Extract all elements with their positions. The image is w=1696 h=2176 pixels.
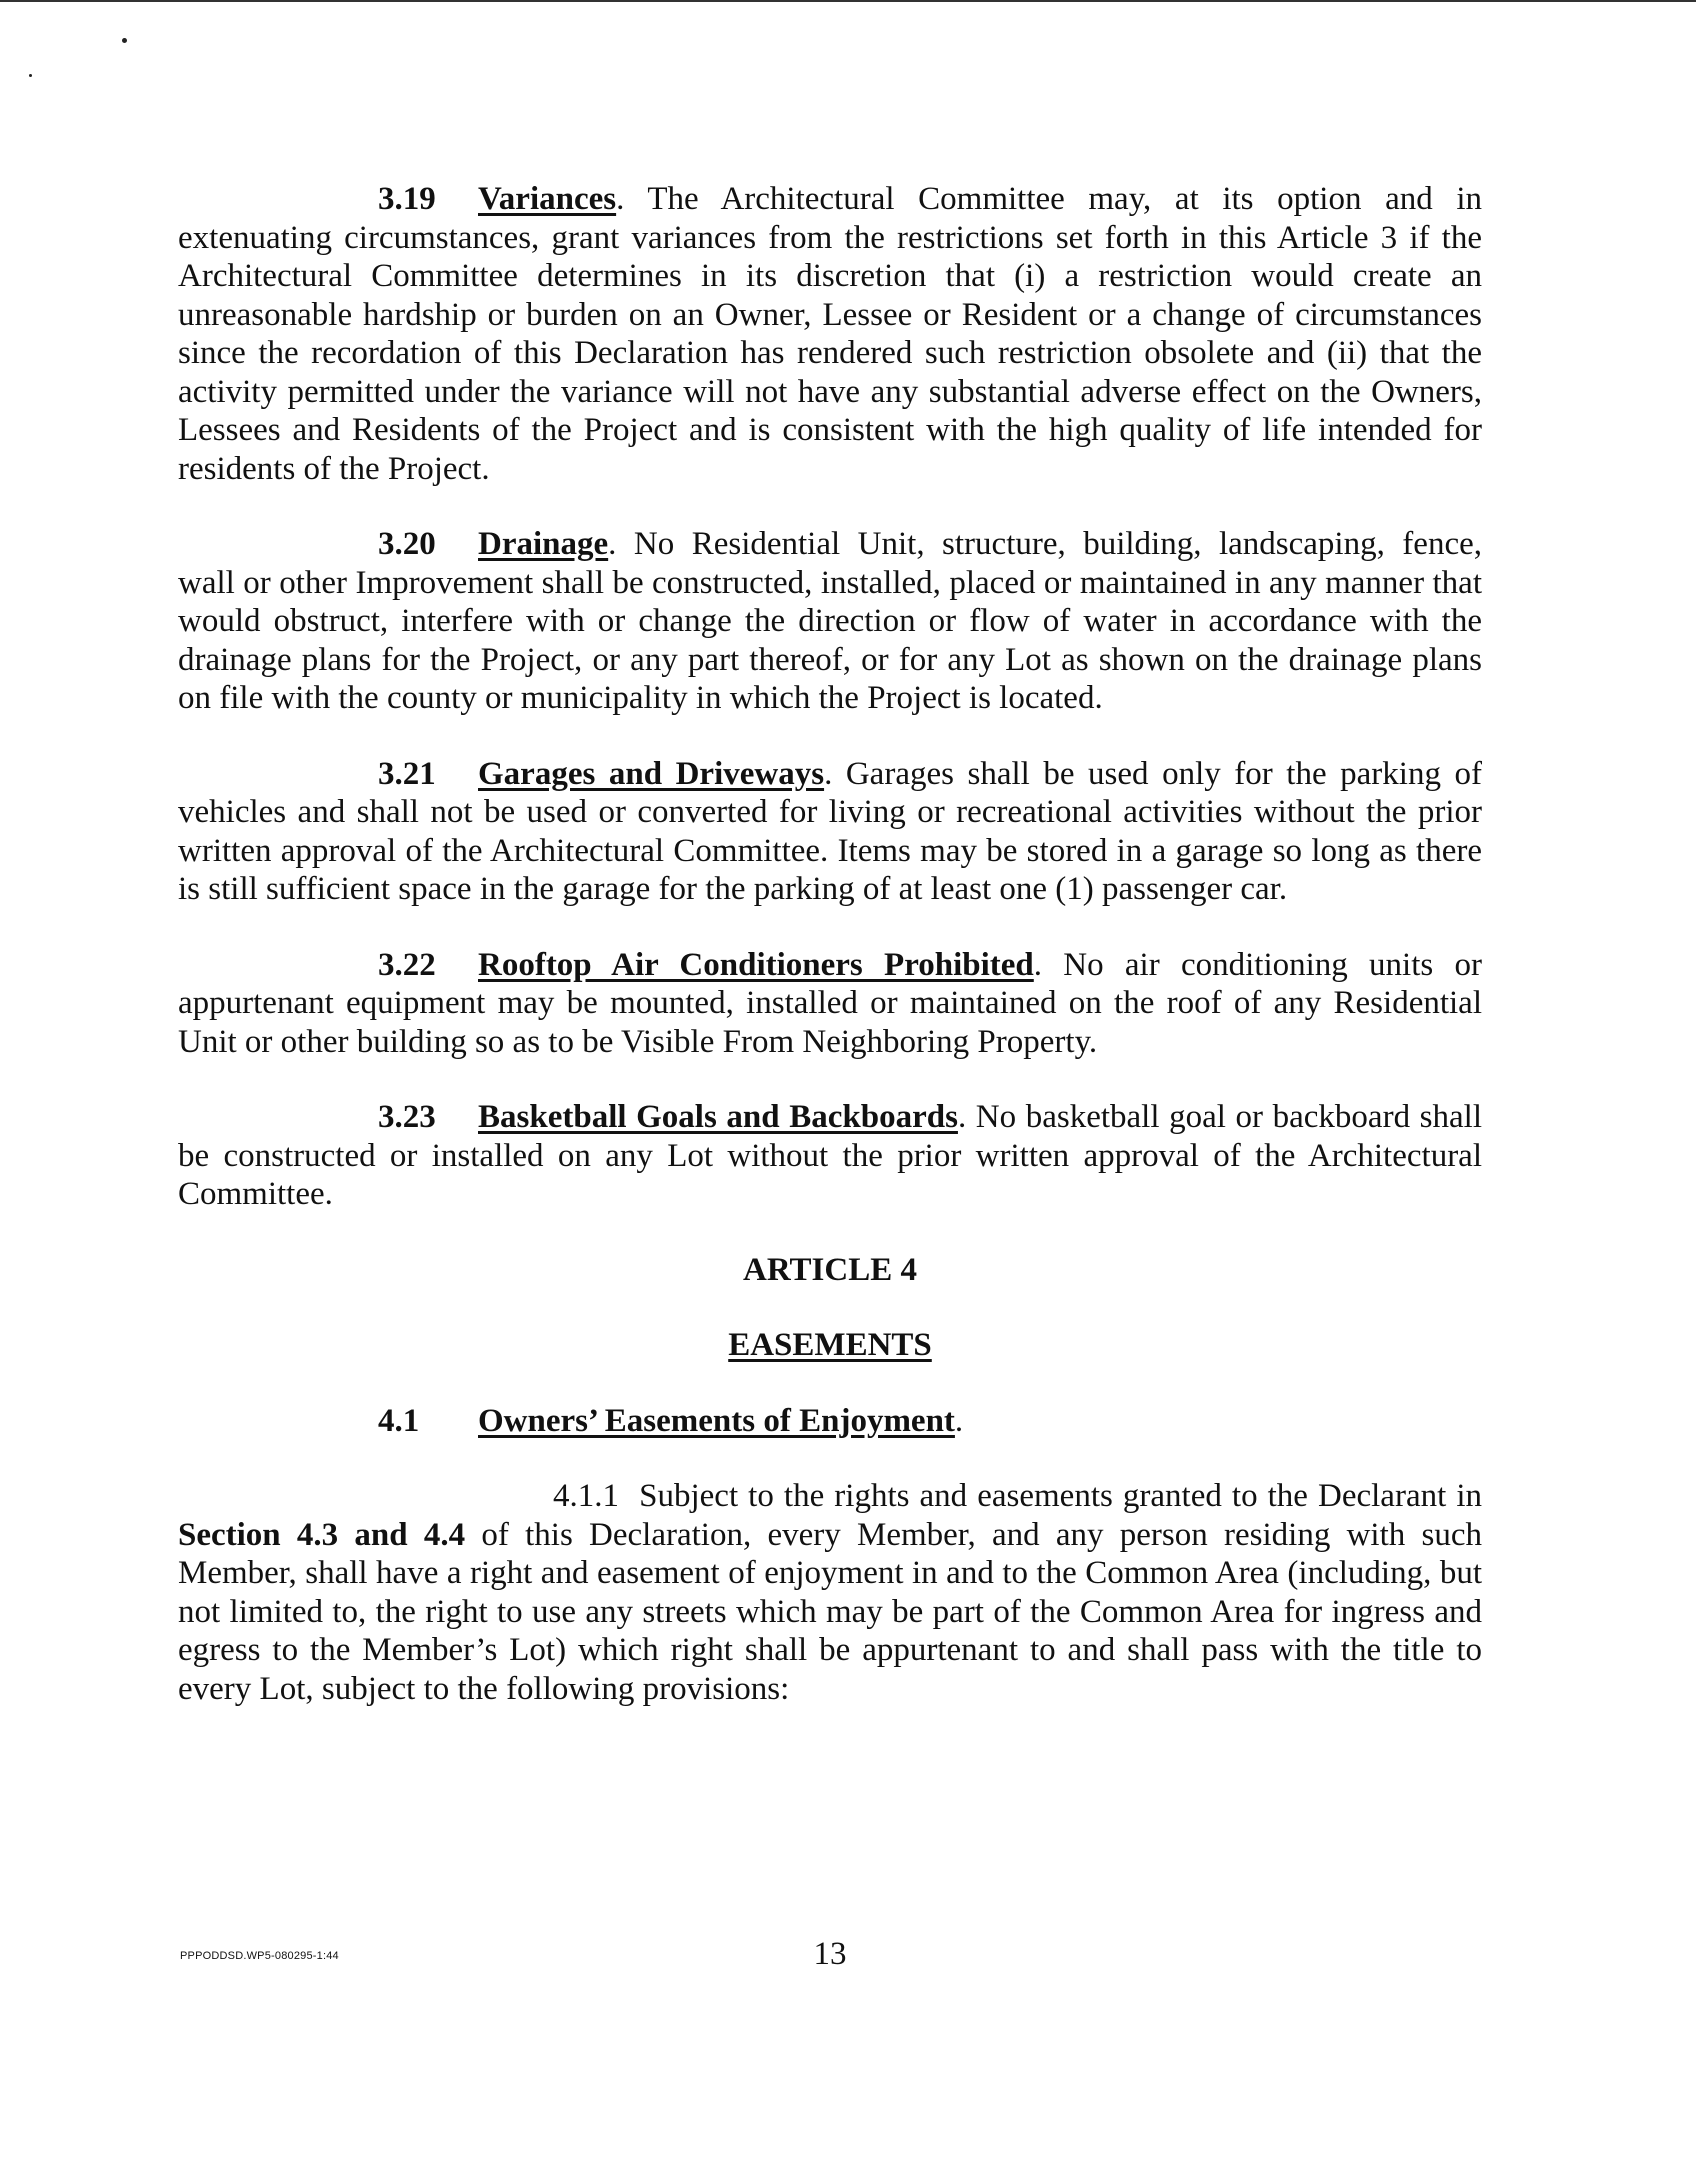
section-text: . No basketball goal or backboard shall be constructed or installed on any Lot without the prior written approval of the Architectural Committee. — [178, 1099, 1482, 1212]
scan-speck — [29, 74, 32, 77]
section-text: . The Architectural Committee may, at its option and in extenuating circumstances, grant variances from the restrictions set forth in this Article 3 if the Architectural Committee determines in its discretion that (i) a restriction would create an unreasonable hardship or burden on an Owner, Lessee or Resident or a change of circumstances since the recordation of this Declaration has rendered such restriction obsolete and (ii) that the activity permitted under the variance will not have any substantial adverse effect on the Owners, Lessees and Residents of the Project and is consistent with the high quality of life intended for residents of the Project. — [178, 181, 1482, 487]
section-title: Variances — [478, 181, 617, 217]
section-title: Garages and Driveways — [478, 755, 825, 792]
document-body — [178, 180, 1482, 1745]
section-number: 3.23 — [378, 1099, 436, 1135]
paragraph-4-1-1 — [178, 1477, 1482, 1708]
section-3-21 — [178, 755, 1482, 909]
section-3-19 — [178, 180, 1482, 488]
section-number: 3.22 — [378, 946, 436, 983]
scan-speck — [122, 38, 127, 43]
section-text: . Garages shall be used only for the parking of vehicles and shall not be used or converted for living or recreational activities without the prior written approval of the Architectural Committee. Items may be stored in a garage so long as there is still sufficient space in the garage for the parking of at least one (1) passenger car. — [178, 755, 1482, 907]
footer-doc-code: PPPODDSD.WP5-080295-1:44 — [180, 1950, 339, 1962]
paragraph-bold-reference: Section 4.3 and 4.4 — [178, 1516, 466, 1553]
top-scan-edge — [0, 0, 1696, 2]
section-title: Rooftop Air Conditioners Prohibited — [478, 946, 1034, 983]
paragraph-number: 4.1.1 — [553, 1478, 619, 1514]
section-3-23 — [178, 1098, 1482, 1214]
subsection-number: 4.1 — [378, 1402, 420, 1439]
section-number: 3.19 — [378, 181, 436, 217]
article-title: EASEMENTS — [728, 1327, 932, 1363]
subsection-4-1-heading — [178, 1402, 1482, 1441]
subsection-trailing: . — [954, 1402, 964, 1439]
section-title: Basketball Goals and Backboards — [478, 1099, 958, 1135]
section-text: . No Residential Unit, structure, building, landscaping, fence, wall or other Improvement shall be constructed, installed, placed or maintained in any manner that would obstruct, interfere with or change the direction or flow of water in accordance with the drainage plans for the Project, or any part thereof, or for any Lot as shown on the drainage plans on file with the county or municipality in which the Project is located. — [178, 526, 1482, 716]
section-3-22 — [178, 946, 1482, 1062]
paragraph-text-after: of this Declaration, every Member, and any person residing with such Member, shall have a right and easement of enjoyment in and to the Common Area (including, but not limited to, the right to use any streets which may be part of the Common Area for ingress and egress to the Member’s Lot) which right shall be appurtenant to and shall pass with the title to every Lot, subject to the following provisions: — [178, 1516, 1482, 1707]
article-heading: ARTICLE 4 — [743, 1251, 917, 1288]
section-number: 3.20 — [378, 526, 436, 562]
paragraph-text-before: Subject to the rights and easements granted to the Declarant in — [639, 1478, 1482, 1514]
page-number: 13 — [813, 1936, 847, 1972]
section-text: . No air conditioning units or appurtenant equipment may be mounted, installed or maintained on the roof of any Residential Unit or other building so as to be Visible From Neighboring Property. — [178, 946, 1482, 1060]
subsection-title: Owners’ Easements of Enjoyment — [478, 1402, 955, 1439]
section-title: Drainage — [478, 526, 609, 562]
section-3-20 — [178, 525, 1482, 718]
section-number: 3.21 — [378, 755, 436, 792]
